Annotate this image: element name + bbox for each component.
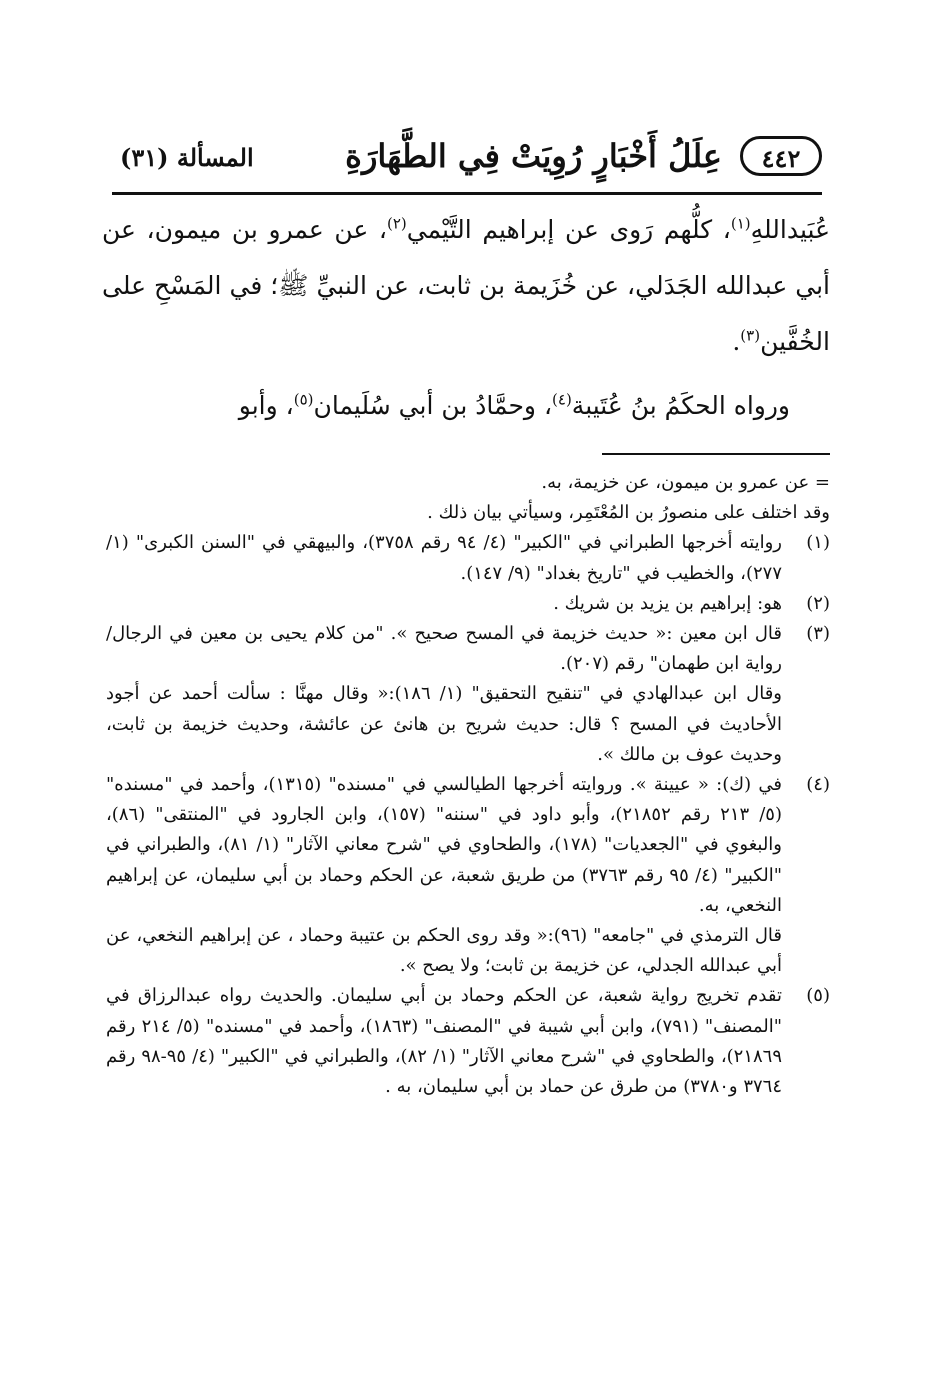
footnote-continuation: = عن عمرو بن ميمون، عن خزيمة، به. <box>541 472 830 493</box>
footnote-text: وقال ابن عبدالهادي في "تنقيح التحقيق" (١/ ١٨٦):« وقال مهنَّا : سألت أحمد عن أجود الأحاديث في المسح ؟ قال: حديث شريح بن هانئ عن عائشة، وحديث خزيمة بن ثابت، وحديث عوف بن مالك ». <box>106 683 782 765</box>
text-run: عُبَيداللهِ <box>750 215 830 244</box>
header-divider <box>112 192 822 195</box>
footnote-number: (١) <box>806 532 830 554</box>
text-run: . <box>732 327 741 356</box>
text-run: ، عن عمرو بن ميمون، عن أبي عبدالله الجَدَلي، عن خُزَيمة بن ثابت، عن النبيِّ ﷺ؛ في المَسْحِ على الخُفَّين <box>102 215 830 356</box>
footnote-text: روايته أخرجها الطبراني في "الكبير" (٤/ ٩٤ رقم ٣٧٥٨)، والبيهقي في "السنن الكبرى" (١/ ٢٧٧)، والخطيب في "تاريخ بغداد" (٩/ ١٤٧). <box>106 532 782 584</box>
main-paragraph <box>102 378 830 434</box>
page-header <box>112 132 822 184</box>
footnote-ref: (٢) <box>386 214 407 233</box>
footnote-number: (٤) <box>806 774 830 796</box>
page-number-badge: ٤٤٢ <box>740 136 822 176</box>
text-run: ، وأبو <box>238 391 294 420</box>
book-title: عِلَلُ أَخْبَارٍ رُوِيَتْ فِي الطَّهَارَةِ <box>345 137 722 175</box>
footnote-ref: (١) <box>730 214 751 233</box>
footnote-text: قال ابن معين :« حديث خزيمة في المسح صحيح ». "من كلام يحيى بن معين في الرجال/ رواية ابن طهمان" رقم (٢٠٧). <box>106 623 782 675</box>
text-run: ورواه الحكَمُ بنُ عُتَيبة <box>571 391 790 420</box>
main-paragraph <box>102 202 830 370</box>
footnote-text: في (ك): « عيينة ». وروايته أخرجها الطيالسي في "مسنده" (١٣١٥)، وأحمد في "مسنده" (٥/ ٢١٣ رقم ٢١٨٥٢)، وأبو داود في "سننه" (١٥٧)، وابن الجارود في "المنتقى" (٨٦)، والبغوي في "الجعديات" (١٧٨)، والطحاوي في "شرح معاني الآثار" (١/ ٨١)، والطبراني في "الكبير" (٤/ ٩٥ رقم ٣٧٦٣) من طريق شعبة، عن الحكم وحماد بن أبي سليمان، عن إبراهيم النخعي، به. <box>106 774 782 916</box>
footnote-continuation: وقد اختلف على منصورُ بن المُعْتَمِر، وسيأتي بيان ذلك . <box>427 502 830 524</box>
footnote-ref: (٤) <box>552 390 572 409</box>
footnote-text: هو: إبراهيم بن يزيد بن شريك . <box>553 592 782 614</box>
footnote-item <box>106 981 830 1102</box>
footnote-number: (٣) <box>806 623 830 645</box>
footnotes <box>106 468 830 1102</box>
main-text <box>102 202 830 434</box>
footnote-item <box>106 619 830 770</box>
footnote-text: قال الترمذي في "جامعه" (٩٦):« وقد روى الحكم بن عتيبة وحماد ، عن إبراهيم النخعي، عن أبي عبدالله الجدلي، عن خزيمة بن ثابت؛ ولا يصح ». <box>106 925 782 977</box>
footnote-item <box>106 770 830 981</box>
text-run: ، كلُّهم رَوى عن إبراهيم التَّيْمي <box>406 215 731 244</box>
footnote-item <box>106 528 830 588</box>
footnote-ref: (٥) <box>293 390 314 409</box>
footnote-number: (٥) <box>806 985 830 1007</box>
issue-label: المسألة (٣١) <box>120 143 254 172</box>
text-run: ، وحمَّادُ بن أبي سُلَيمان <box>313 391 553 420</box>
footnote-ref: (٣) <box>740 326 761 345</box>
footnote-number: (٢) <box>806 592 830 614</box>
footnote-text: تقدم تخريج رواية شعبة، عن الحكم وحماد بن أبي سليمان. والحديث رواه عبدالرزاق في "المصنف" (٧٩١)، وابن أبي شيبة في "المصنف" (١٨٦٣)، وأحمد في "مسنده" (٥/ ٢١٤ رقم ٢١٨٦٩)، والطحاوي في "شرح معاني الآثار" (١/ ٨٢)، والطبراني في "الكبير" (٤/ ٩٥-٩٨ رقم ٣٧٦٤ و٣٧٨٠) من طرق عن حماد بن أبي سليمان، به . <box>106 985 783 1098</box>
footnote-item <box>106 589 830 619</box>
footnote-divider <box>602 453 830 455</box>
